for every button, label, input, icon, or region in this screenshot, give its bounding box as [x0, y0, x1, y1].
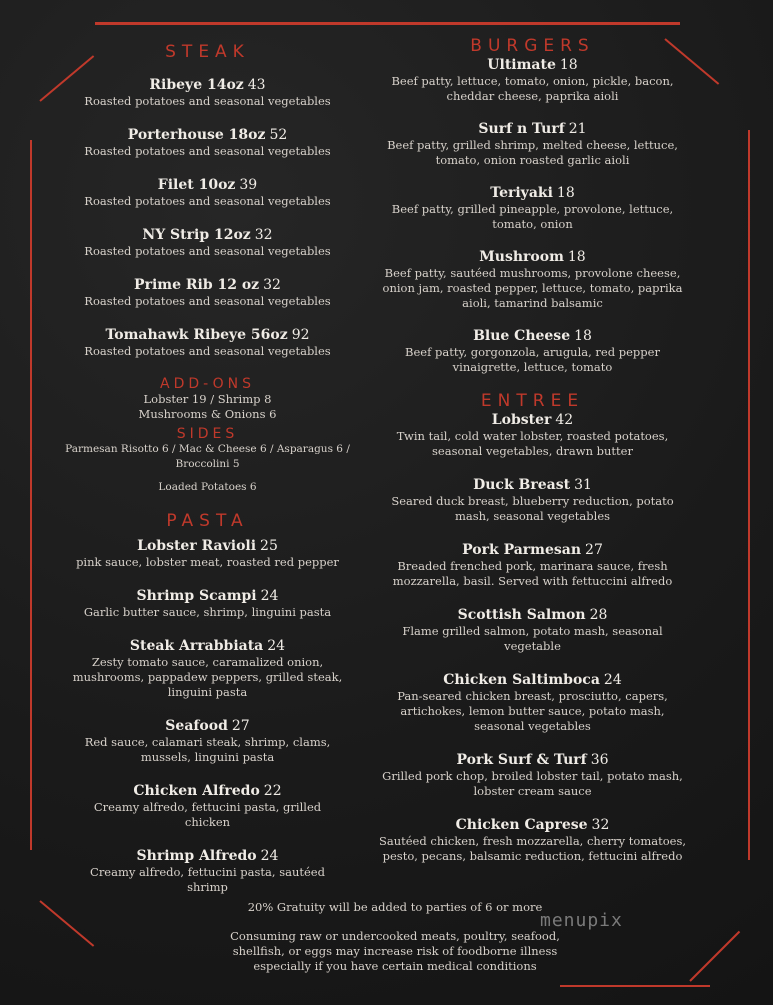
menu-item-price: 32 [254, 227, 273, 243]
menu-item-name-row [70, 126, 345, 144]
menu-item [375, 816, 690, 864]
sides-section-title: SIDES [176, 426, 239, 442]
menu-item [70, 782, 345, 830]
menu-item-name-row [70, 717, 345, 735]
menu-item-price: 27 [585, 542, 603, 558]
pasta-section-title: PASTA [166, 511, 249, 531]
menu-item-name: Shrimp Scampi [136, 588, 257, 604]
burgers-section-title: BURGERS [470, 36, 595, 56]
menu-item [375, 541, 690, 589]
menu-item [70, 637, 345, 700]
menu-item [375, 606, 690, 654]
menu-item-price: 24 [260, 848, 279, 864]
warning-line-3: especially if you have certain medical conditions [253, 959, 537, 973]
menu-item-name-row [70, 176, 345, 194]
menu-item [70, 76, 345, 109]
menu-item-description: Flame grilled salmon, potato mash, seasonal vegetable [402, 624, 663, 653]
menu-item-price: 18 [556, 185, 575, 201]
menu-item [70, 537, 345, 570]
menu-item [70, 226, 345, 259]
menu-item-name-row [375, 120, 690, 138]
menu-item-price: 22 [263, 783, 282, 799]
menu-item-name-row [375, 327, 690, 345]
menu-item-description: Breaded frenched pork, marinara sauce, fresh mozzarella, basil. Served with fettuccini alfredo [392, 559, 673, 588]
menu-item-price: 18 [574, 328, 592, 344]
menu-item-name: Chicken Alfredo [133, 783, 260, 799]
menu-item [375, 56, 690, 104]
frame-corner-bottom-right [689, 931, 740, 982]
menu-item-description: Sautéed chicken, fresh mozzarella, cherry tomatoes, pesto, pecans, balsamic reduction, fettucini alfredo [378, 834, 686, 863]
menu-item [70, 847, 345, 895]
menu-item [375, 476, 690, 524]
menu-item-name: Surf n Turf [478, 121, 565, 137]
entree-section-title: ENTREE [480, 391, 585, 411]
menu-item-name: Seafood [165, 718, 228, 734]
menu-item-name: Porterhouse 18oz [127, 127, 266, 143]
menu-item-price: 24 [603, 672, 622, 688]
menu-item-name-row [375, 411, 690, 429]
addons-line-1: Lobster 19 / Shrimp 8 [143, 392, 272, 406]
menu-item-price: 43 [247, 77, 266, 93]
menu-item-name-row [70, 226, 345, 244]
sides-line-1: Parmesan Risotto 6 / Mac & Cheese 6 / Asparagus 6 / [65, 443, 350, 455]
menu-item-price: 36 [590, 752, 609, 768]
menu-item-price: 92 [291, 327, 310, 343]
menu-item-price: 18 [567, 249, 586, 265]
menu-item [375, 120, 690, 168]
menu-item-price: 18 [559, 57, 578, 73]
frame-top-line [95, 22, 680, 25]
menu-item [375, 751, 690, 799]
menu-item-price: 32 [591, 817, 610, 833]
menu-item-description: Garlic butter sauce, shrimp, linguini pasta [83, 605, 332, 619]
menu-item-name-row [70, 587, 345, 605]
sides-line-3: Loaded Potatoes 6 [158, 481, 257, 493]
steak-list [70, 76, 345, 359]
menu-item-price: 42 [555, 412, 574, 428]
menu-item [375, 411, 690, 459]
menu-item-name: Pork Surf & Turf [456, 752, 587, 768]
menu-item-price: 28 [589, 607, 608, 623]
menu-item-name: Mushroom [479, 249, 564, 265]
menu-item-description: Roasted potatoes and seasonal vegetables [84, 344, 331, 358]
menu-item-name-row [70, 276, 345, 294]
menu-item-name-row [375, 671, 690, 689]
menu-item-name-row [375, 476, 690, 494]
frame-left-line [30, 140, 32, 850]
menu-item-name-row [375, 541, 690, 559]
menupix-watermark: menupix [540, 910, 623, 931]
frame-bottom-line [560, 985, 710, 987]
menu-item-price: 25 [260, 538, 278, 554]
footer-notes [225, 900, 565, 974]
burgers-list [375, 56, 690, 375]
menu-item-name: Blue Cheese [473, 328, 571, 344]
menu-item-price: 31 [574, 477, 592, 493]
menu-item [70, 276, 345, 309]
menu-item-name-row [70, 847, 345, 865]
menu-item-name-row [375, 816, 690, 834]
menu-item-description: Roasted potatoes and seasonal vegetables [84, 94, 331, 108]
menu-item-name: Teriyaki [490, 185, 553, 201]
menu-item-name: Lobster [491, 412, 552, 428]
menu-item-description: Creamy alfredo, fettucini pasta, grilled chicken [93, 800, 322, 829]
menu-item-price: 24 [267, 638, 286, 654]
menu-item [375, 248, 690, 311]
menu-item-price: 52 [269, 127, 288, 143]
menu-item-name-row [375, 606, 690, 624]
menu-item-name-row [70, 637, 345, 655]
menu-item-name: Shrimp Alfredo [136, 848, 257, 864]
menu-item [375, 184, 690, 232]
menu-item-name-row [375, 184, 690, 202]
menu-item [375, 327, 690, 375]
menu-item-description: Twin tail, cold water lobster, roasted potatoes, seasonal vegetables, drawn butter [396, 429, 669, 458]
right-column [375, 36, 690, 881]
menu-item-name-row [70, 326, 345, 344]
menu-item-price: 39 [239, 177, 258, 193]
menu-item-price: 21 [568, 121, 587, 137]
menu-item-description: Grilled pork chop, broiled lobster tail, potato mash, lobster cream sauce [382, 769, 683, 798]
menu-item-description: Creamy alfredo, fettucini pasta, sautéed shrimp [90, 865, 325, 894]
menu-item [70, 717, 345, 765]
warning-line-2: shellfish, or eggs may increase risk of foodborne illness [232, 944, 558, 958]
menu-item [70, 587, 345, 620]
menu-item-name-row [375, 56, 690, 74]
menu-item-description: Seared duck breast, blueberry reduction, potato mash, seasonal vegetables [391, 494, 674, 523]
menu-item-description: Roasted potatoes and seasonal vegetables [84, 244, 331, 258]
menu-item-name: Tomahawk Ribeye 56oz [105, 327, 288, 343]
menu-item-name-row [70, 537, 345, 555]
menu-item-name-row [375, 751, 690, 769]
menu-item [70, 176, 345, 209]
menu-item-description: Red sauce, calamari steak, shrimp, clams, mussels, linguini pasta [84, 735, 331, 764]
menu-item-name: Lobster Ravioli [137, 538, 257, 554]
menu-item-name: Chicken Caprese [455, 817, 588, 833]
menu-item [375, 671, 690, 734]
warning-line-1: Consuming raw or undercooked meats, poultry, seafood, [230, 929, 560, 943]
menu-item-description: Roasted potatoes and seasonal vegetables [84, 194, 331, 208]
menu-item-description: Beef patty, lettuce, tomato, onion, pickle, bacon, cheddar cheese, paprika aioli [391, 74, 674, 103]
menu-item-name: Duck Breast [473, 477, 571, 493]
sides-line-2: Broccolini 5 [175, 458, 240, 470]
menu-item-name-row [375, 248, 690, 266]
menu-item-name: Ribeye 14oz [149, 77, 244, 93]
menu-item-name: Filet 10oz [157, 177, 236, 193]
menu-item-description: pink sauce, lobster meat, roasted red pepper [76, 555, 339, 569]
menu-item-name: Scottish Salmon [457, 607, 586, 623]
menu-item-name: Steak Arrabbiata [129, 638, 264, 654]
addons-section-title: ADD-ONS [160, 376, 255, 392]
menu-item-description: Zesty tomato sauce, caramalized onion, mushrooms, pappadew peppers, grilled steak, linguini pasta [72, 655, 343, 699]
menu-item-name-row [70, 782, 345, 800]
menu-item-description: Beef patty, grilled shrimp, melted cheese, lettuce, tomato, onion roasted garlic aioli [387, 138, 678, 167]
menu-item-name: Ultimate [487, 57, 556, 73]
pasta-list [70, 537, 345, 895]
menu-item-description: Beef patty, gorgonzola, arugula, red pepper vinaigrette, lettuce, tomato [405, 345, 660, 374]
menu-item-name: NY Strip 12oz [142, 227, 251, 243]
menu-item-name: Pork Parmesan [462, 542, 582, 558]
menu-item-name: Prime Rib 12 oz [134, 277, 260, 293]
left-column [65, 42, 350, 912]
menu-item-name: Chicken Saltimboca [443, 672, 600, 688]
menu-item [70, 126, 345, 159]
menu-item [70, 326, 345, 359]
menu-item-price: 27 [231, 718, 250, 734]
steak-section-title: STEAK [165, 42, 250, 62]
entree-list [375, 411, 690, 864]
menu-item-description: Pan-seared chicken breast, prosciutto, capers, artichokes, lemon butter sauce, potato mash, seasonal vegetables [397, 689, 668, 733]
menu-item-description: Beef patty, grilled pineapple, provolone, lettuce, tomato, onion [391, 202, 674, 231]
menu-item-name-row [70, 76, 345, 94]
menu-item-price: 24 [260, 588, 279, 604]
menu-item-description: Roasted potatoes and seasonal vegetables [84, 294, 331, 308]
menu-item-description: Roasted potatoes and seasonal vegetables [84, 144, 331, 158]
gratuity-note: 20% Gratuity will be added to parties of 6 or more [247, 900, 543, 914]
menu-item-price: 32 [263, 277, 281, 293]
frame-right-line [748, 130, 750, 860]
menu-item-description: Beef patty, sautéed mushrooms, provolone cheese, onion jam, roasted pepper, lettuce, tomato, paprika aioli, tamarind balsamic [382, 266, 683, 310]
addons-line-2: Mushrooms & Onions 6 [138, 407, 277, 421]
